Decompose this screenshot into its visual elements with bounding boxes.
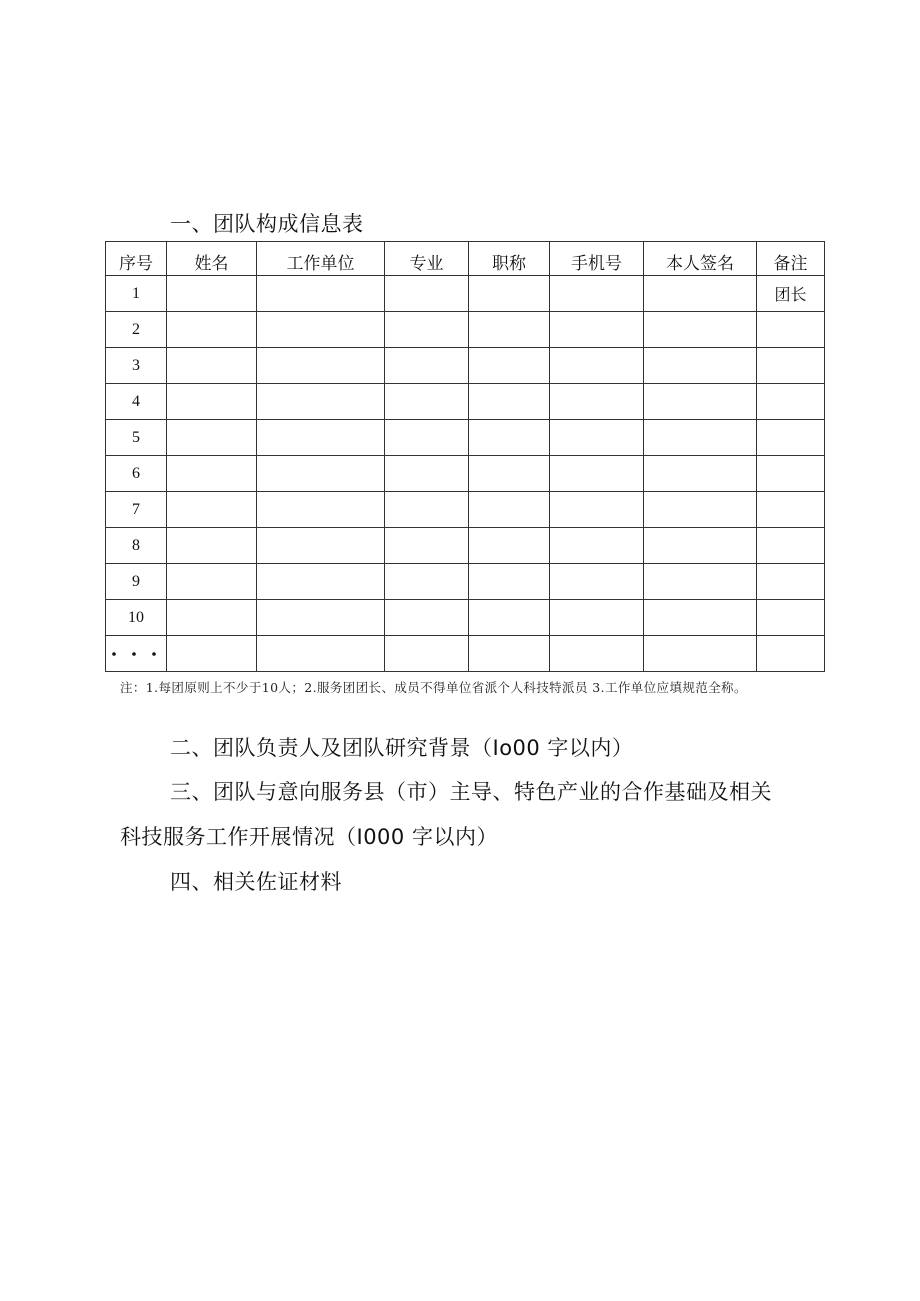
cell-signature: [644, 600, 757, 636]
cell-major: [385, 564, 469, 600]
cell-signature: [644, 636, 757, 672]
cell-major: [385, 312, 469, 348]
cell-phone: [550, 456, 644, 492]
table-note: 注：1.每团原则上不少于10人；2.服务团团长、成员不得单位省派个人科技特派员 3.工作单位应填规范全称。: [120, 680, 747, 695]
cell-remark: 团长: [757, 276, 825, 312]
cell-employer: [257, 456, 385, 492]
cell-title: [469, 276, 550, 312]
cell-title: [469, 600, 550, 636]
header-name: 姓名: [167, 242, 257, 276]
cell-major: [385, 528, 469, 564]
cell-title: [469, 492, 550, 528]
cell-phone: [550, 528, 644, 564]
cell-no: 2: [106, 312, 167, 348]
table-row: [106, 600, 825, 636]
table-row: [106, 636, 825, 672]
cell-no: 3: [106, 348, 167, 384]
cell-phone: [550, 276, 644, 312]
cell-name: [167, 492, 257, 528]
cell-no: 1: [106, 276, 167, 312]
cell-signature: [644, 312, 757, 348]
cell-remark: [757, 348, 825, 384]
section-title-leader-background: 二、团队负责人及团队研究背景（Io00 字以内）: [170, 736, 634, 760]
cell-employer: [257, 348, 385, 384]
cell-name: [167, 600, 257, 636]
cell-major: [385, 348, 469, 384]
cell-remark: [757, 636, 825, 672]
cell-name: [167, 528, 257, 564]
cell-name: [167, 456, 257, 492]
cell-signature: [644, 492, 757, 528]
cell-employer: [257, 384, 385, 420]
cell-name: [167, 276, 257, 312]
cell-remark: [757, 456, 825, 492]
cell-employer: [257, 636, 385, 672]
cell-major: [385, 636, 469, 672]
section-title-team-info: 一、团队构成信息表: [170, 212, 364, 236]
cell-no: 8: [106, 528, 167, 564]
table-row: [106, 276, 825, 312]
cell-name: [167, 564, 257, 600]
header-employer: 工作单位: [257, 242, 385, 276]
cell-title: [469, 528, 550, 564]
table-row: [106, 348, 825, 384]
cell-title: [469, 636, 550, 672]
cell-signature: [644, 420, 757, 456]
cell-phone: [550, 420, 644, 456]
cell-remark: [757, 420, 825, 456]
team-info-table: [105, 241, 825, 672]
cell-employer: [257, 312, 385, 348]
cell-title: [469, 564, 550, 600]
cell-major: [385, 600, 469, 636]
cell-major: [385, 276, 469, 312]
cell-signature: [644, 456, 757, 492]
cell-employer: [257, 528, 385, 564]
cell-title: [469, 312, 550, 348]
cell-name: [167, 636, 257, 672]
section-title-supporting-materials: 四、相关佐证材料: [170, 870, 342, 894]
cell-signature: [644, 384, 757, 420]
cell-employer: [257, 492, 385, 528]
section-title-cooperation-line1: 三、团队与意向服务县（市）主导、特色产业的合作基础及相关: [170, 780, 772, 804]
header-no: 序号: [106, 242, 167, 276]
cell-employer: [257, 564, 385, 600]
cell-no: 6: [106, 456, 167, 492]
cell-phone: [550, 492, 644, 528]
section-title-cooperation-line2: 科技服务工作开展情况（I000 字以内）: [120, 825, 498, 849]
cell-remark: [757, 492, 825, 528]
cell-major: [385, 456, 469, 492]
header-title: 职称: [469, 242, 550, 276]
cell-title: [469, 384, 550, 420]
cell-title: [469, 348, 550, 384]
cell-no: ・・・: [106, 636, 167, 672]
cell-signature: [644, 528, 757, 564]
cell-major: [385, 492, 469, 528]
cell-signature: [644, 348, 757, 384]
cell-employer: [257, 276, 385, 312]
cell-title: [469, 456, 550, 492]
header-remark: 备注: [757, 242, 825, 276]
cell-phone: [550, 636, 644, 672]
cell-phone: [550, 348, 644, 384]
cell-name: [167, 420, 257, 456]
cell-phone: [550, 564, 644, 600]
table-row: [106, 528, 825, 564]
table-row: [106, 420, 825, 456]
cell-name: [167, 348, 257, 384]
cell-employer: [257, 600, 385, 636]
table-row: [106, 384, 825, 420]
header-signature: 本人签名: [644, 242, 757, 276]
cell-no: 10: [106, 600, 167, 636]
cell-signature: [644, 564, 757, 600]
table-row: [106, 492, 825, 528]
table-row: [106, 564, 825, 600]
table-body: [106, 276, 825, 672]
cell-major: [385, 420, 469, 456]
cell-remark: [757, 564, 825, 600]
cell-no: 7: [106, 492, 167, 528]
cell-remark: [757, 600, 825, 636]
header-phone: 手机号: [550, 242, 644, 276]
cell-phone: [550, 600, 644, 636]
cell-major: [385, 384, 469, 420]
cell-no: 4: [106, 384, 167, 420]
cell-no: 5: [106, 420, 167, 456]
cell-employer: [257, 420, 385, 456]
cell-signature: [644, 276, 757, 312]
cell-name: [167, 312, 257, 348]
cell-phone: [550, 312, 644, 348]
table-header-row: [106, 242, 825, 276]
cell-remark: [757, 312, 825, 348]
header-major: 专业: [385, 242, 469, 276]
cell-remark: [757, 528, 825, 564]
cell-title: [469, 420, 550, 456]
table-row: [106, 456, 825, 492]
cell-remark: [757, 384, 825, 420]
table-row: [106, 312, 825, 348]
cell-name: [167, 384, 257, 420]
cell-no: 9: [106, 564, 167, 600]
cell-phone: [550, 384, 644, 420]
